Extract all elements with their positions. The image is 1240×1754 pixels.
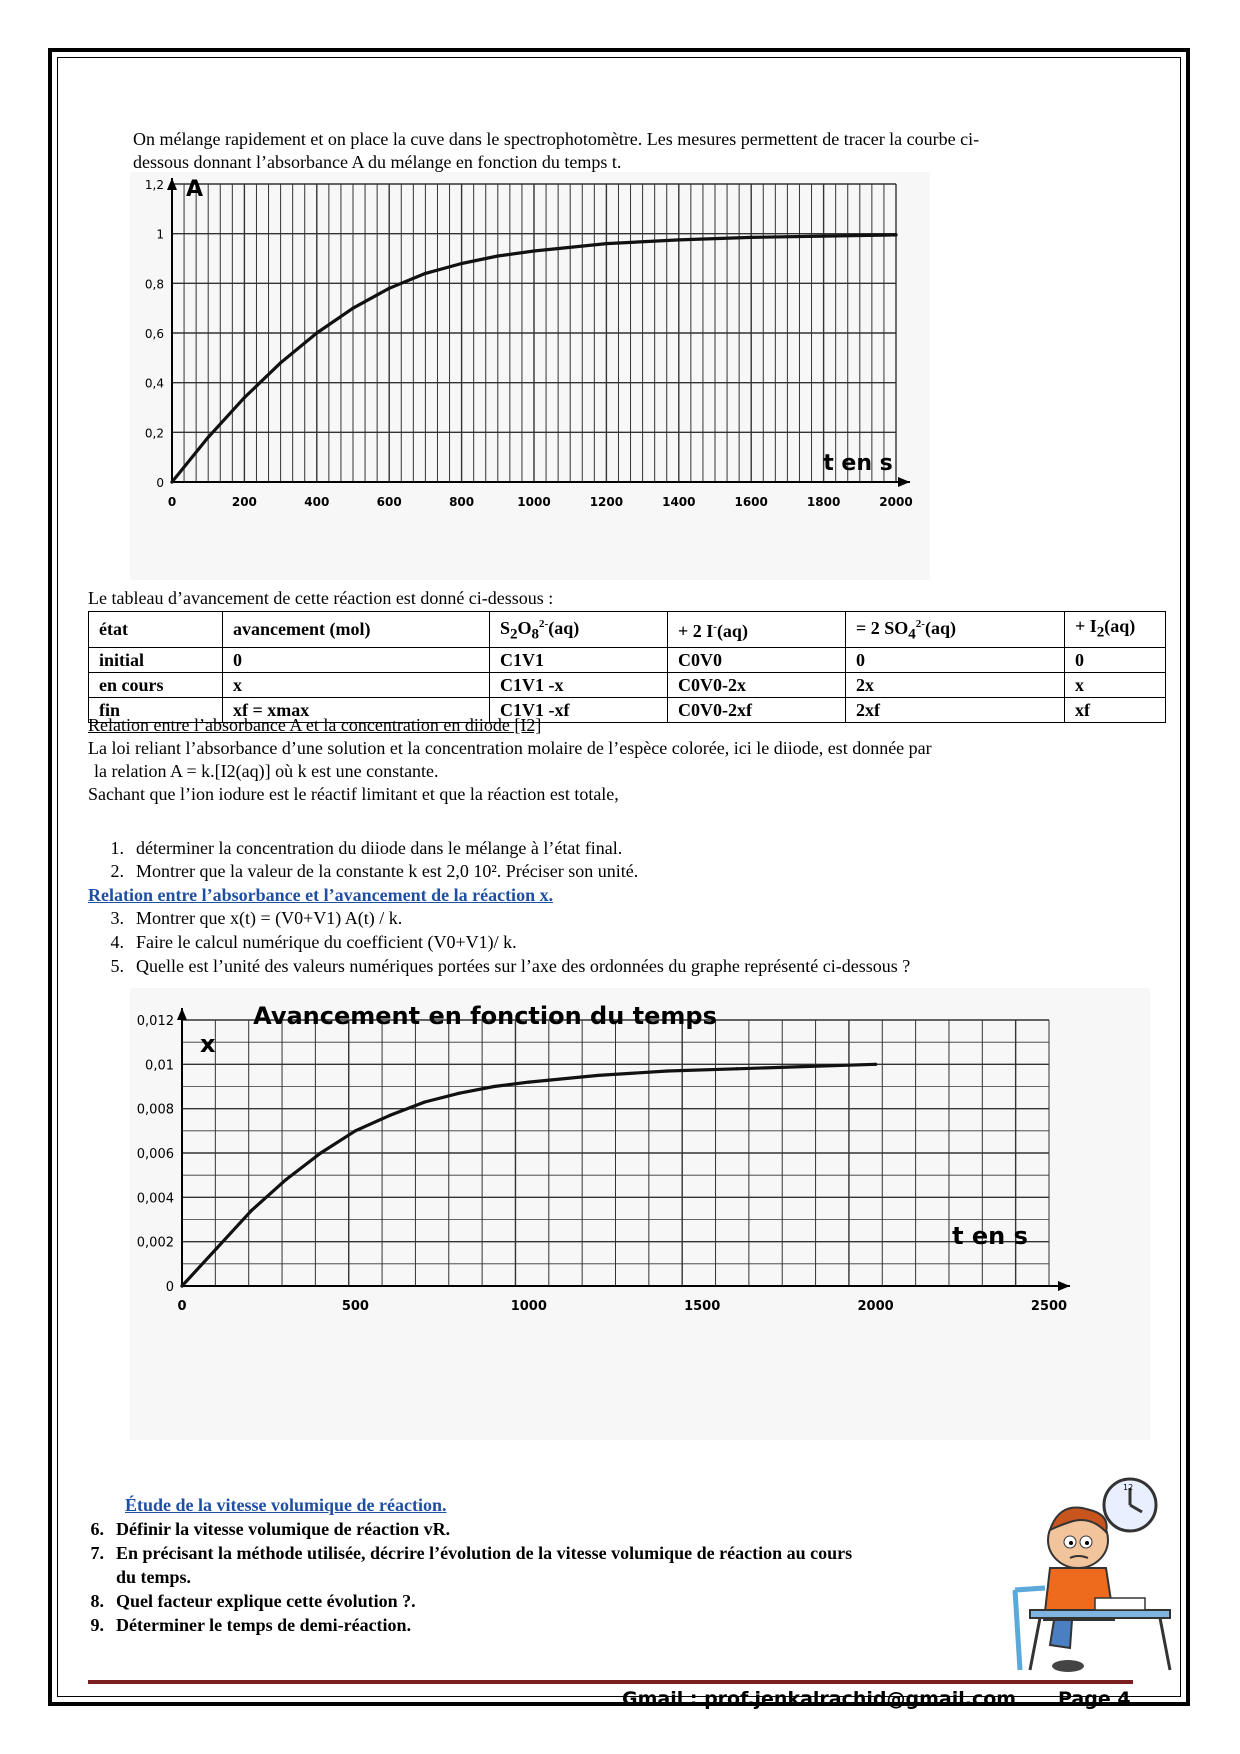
- x-tick-label: 0: [167, 495, 177, 509]
- question-2: 2. Montrer que la valeur de la constante k est 2,0 10². Préciser son unité.: [110, 861, 639, 881]
- x-tick-label: 500: [341, 1299, 369, 1314]
- data-point: [496, 254, 499, 257]
- header-etat: état: [89, 612, 223, 648]
- y-tick-label: 0: [156, 476, 164, 490]
- x-tick-label: 1200: [589, 495, 624, 509]
- data-point: [750, 236, 753, 239]
- data-point: [805, 1065, 808, 1068]
- y-axis-label: A: [186, 177, 204, 202]
- x-tick-label: 2000: [879, 495, 913, 509]
- x-tick-label: 1500: [684, 1299, 721, 1314]
- cell-c3: 2xf: [846, 697, 1065, 722]
- relation-absorbance-concentration-title: Relation entre l’absorbance A et la concentration en diiode [I2]: [88, 715, 542, 735]
- data-point: [527, 1080, 530, 1083]
- data-point: [493, 1085, 496, 1088]
- data-point: [423, 1100, 426, 1103]
- data-point: [319, 1151, 322, 1154]
- vitesse-section-title: Étude de la vitesse volumique de réaction.: [125, 1495, 447, 1515]
- question-6: 6. Définir la vitesse volumique de réaction vR.: [90, 1519, 451, 1539]
- cell-c1: C1V1 -xf: [490, 697, 668, 722]
- question-7: 7. En précisant la méthode utilisée, décrire l’évolution de la vitesse volumique de réaction au cours: [90, 1543, 853, 1563]
- header-s2o8: $S_2O_8^{2-}(aq)$: [490, 612, 668, 648]
- chart-title: Avancement en fonction du temps: [253, 1002, 717, 1030]
- relation-paragraph-2: la relation A = k.[I2(aq)] où k est une constante.: [94, 761, 439, 781]
- question-7-continued: du temps.: [116, 1567, 192, 1587]
- data-point: [279, 361, 282, 364]
- question-4: 4. Faire le calcul numérique du coefficient (V0+V1)/ k.: [110, 932, 517, 952]
- x-tick-label: 0: [177, 1299, 187, 1314]
- intro-line-1: On mélange rapidement et on place la cuve dans le spectrophotomètre. Les mesures permettent de tracer la courbe ci-: [133, 129, 980, 149]
- footer-rule: [88, 1680, 1133, 1684]
- y-tick-label: 0,012: [136, 1014, 174, 1029]
- x-tick-label: 1400: [662, 495, 696, 509]
- cell-avancement: 0: [223, 647, 490, 672]
- data-point: [532, 249, 535, 252]
- data-point: [458, 1092, 461, 1095]
- x-tick-label: 1800: [806, 495, 841, 509]
- svg-text:12: 12: [1123, 1483, 1134, 1492]
- cell-avancement: x: [223, 672, 490, 697]
- question-1: 1. déterminer la concentration du diiode dans le mélange à l’état final.: [110, 838, 623, 858]
- student-illustration: [1010, 1470, 1175, 1675]
- relation-absorbance-avancement-title: Relation entre l’absorbance et l’avancement de la réaction x.: [88, 885, 554, 905]
- intro-line-2: dessous donnant l’absorbance A du mélange en fonction du temps t.: [133, 152, 622, 172]
- data-point: [170, 480, 173, 483]
- data-point: [822, 235, 825, 238]
- x-tick-label: 600: [376, 495, 402, 509]
- cell-c4: x: [1065, 672, 1166, 697]
- data-point: [460, 262, 463, 265]
- y-tick-label: 0,4: [144, 376, 164, 391]
- data-point: [215, 1247, 218, 1250]
- header-sulfate: = 2 $SO_4^{2-}(aq)$: [846, 612, 1065, 648]
- data-point: [388, 287, 391, 290]
- y-tick-label: 0,006: [136, 1147, 174, 1162]
- header-avancement: avancement (mol): [223, 612, 490, 648]
- cell-c3: 2x: [846, 672, 1065, 697]
- footer-email: Gmail : prof.jenkalrachid@gmail.com: [622, 1688, 1017, 1710]
- y-tick-label: 0,004: [136, 1191, 174, 1207]
- x-tick-label: 400: [304, 495, 330, 509]
- cell-etat: fin: [89, 697, 223, 722]
- data-point: [354, 1129, 357, 1132]
- y-tick-label: 0,8: [144, 277, 164, 292]
- cell-c3: 0: [846, 647, 1065, 672]
- y-tick-label: 1: [156, 227, 164, 242]
- question-5: 5. Quelle est l’unité des valeurs numériques portées sur l’axe des ordonnées du graphe représenté ci-dessous ?: [110, 956, 911, 976]
- chart-background: [130, 988, 1150, 1440]
- x-tick-label: 200: [231, 495, 257, 509]
- data-point: [243, 396, 246, 399]
- absorbance-chart: [130, 172, 930, 580]
- y-axis-label: x: [200, 1030, 216, 1058]
- data-point: [874, 1063, 877, 1066]
- x-axis-label: t en s: [952, 1222, 1028, 1250]
- cell-c4: 0: [1065, 647, 1166, 672]
- question-8: 8. Quel facteur explique cette évolution ?.: [90, 1591, 416, 1611]
- y-tick-label: 0,6: [144, 327, 164, 341]
- header-iodine: + $I_2(aq)$: [1065, 612, 1166, 648]
- cell-avancement: xf = xmax: [223, 697, 490, 722]
- cell-c1: C1V1 -x: [490, 672, 668, 697]
- x-tick-label: 2500: [1030, 1299, 1068, 1314]
- avancement-table: [88, 611, 1166, 723]
- y-tick-label: 0,01: [145, 1058, 174, 1074]
- data-point: [666, 1069, 669, 1072]
- data-point: [315, 331, 318, 334]
- y-tick-label: 0,008: [136, 1102, 174, 1118]
- data-point: [250, 1209, 253, 1212]
- data-point: [735, 1067, 738, 1070]
- data-point: [894, 233, 897, 236]
- x-tick-label: 1600: [734, 495, 768, 509]
- relation-paragraph-1: La loi reliant l’absorbance d’une solution et la concentration molaire de l’espèce colorée, ici le diiode, est donnée par: [88, 738, 932, 758]
- table-row: [89, 647, 1166, 672]
- table-row: [89, 672, 1166, 697]
- cell-etat: initial: [89, 647, 223, 672]
- question-9: 9. Déterminer le temps de demi-réaction.: [90, 1615, 412, 1635]
- cell-c2: C0V0-2x: [668, 672, 846, 697]
- x-tick-label: 1000: [517, 495, 551, 509]
- cell-c2: C0V0: [668, 647, 846, 672]
- header-iodide: + 2 I-(aq): [668, 612, 846, 648]
- y-tick-label: 1,2: [144, 178, 164, 192]
- relation-paragraph-3: Sachant que l’ion iodure est le réactif limitant et que la réaction est totale,: [88, 784, 619, 804]
- x-tick-label: 1000: [510, 1299, 547, 1314]
- y-tick-label: 0,002: [136, 1235, 174, 1251]
- y-tick-label: 0,2: [144, 426, 164, 441]
- x-tick-label: 800: [449, 495, 475, 509]
- avancement-chart: [130, 988, 1150, 1440]
- cell-c2: C0V0-2xf: [668, 697, 846, 722]
- data-point: [351, 307, 354, 310]
- cell-c4: xf: [1065, 697, 1166, 722]
- data-point: [284, 1178, 287, 1181]
- x-tick-label: 2000: [857, 1299, 894, 1314]
- data-point: [207, 436, 210, 439]
- cell-c1: C1V1: [490, 647, 668, 672]
- question-3: 3. Montrer que x(t) = (V0+V1) A(t) / k.: [110, 908, 403, 928]
- y-tick-label: 0: [165, 1280, 174, 1295]
- table-caption: Le tableau d’avancement de cette réaction est donné ci-dessous :: [88, 588, 554, 608]
- data-point: [388, 1114, 391, 1117]
- data-point: [597, 1074, 600, 1077]
- table-header-row: [89, 612, 1166, 648]
- footer-page-number: Page 4: [1058, 1688, 1131, 1710]
- data-point: [424, 272, 427, 275]
- data-point: [180, 1284, 183, 1287]
- cell-etat: en cours: [89, 672, 223, 697]
- data-point: [677, 238, 680, 241]
- x-axis-label: t en s: [823, 451, 893, 476]
- data-point: [605, 242, 608, 245]
